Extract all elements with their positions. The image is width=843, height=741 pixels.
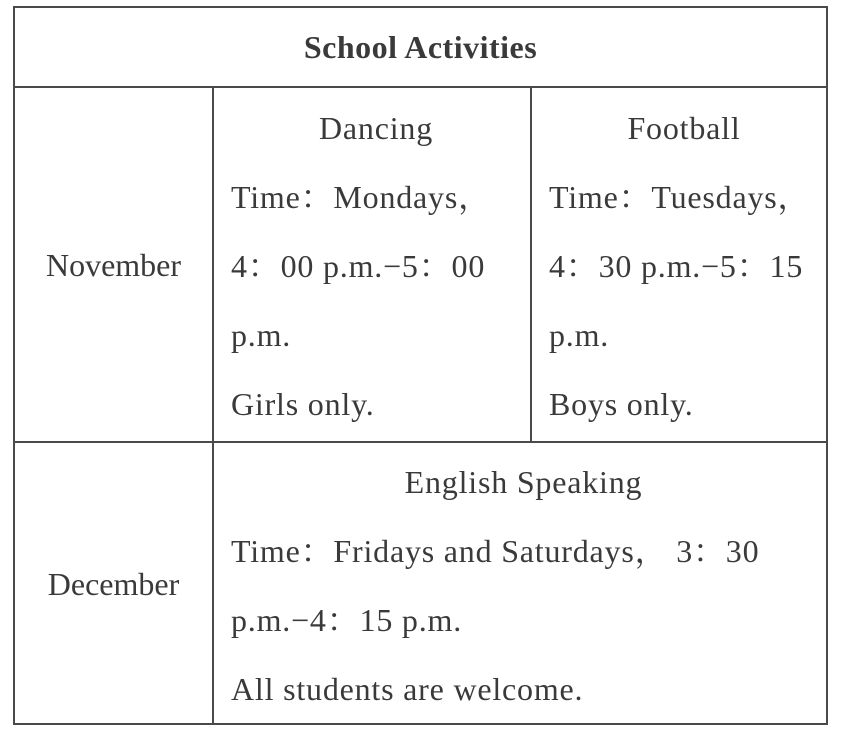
activity-eligibility: Girls only. [231,386,375,422]
activity-hours: 4：30 p.m.−5：15 [549,248,804,284]
activity-time: Time：Fridays and Saturdays， 3：30 [231,533,760,569]
activity-time: Time：Mondays， [231,179,491,215]
activity-time: Time：Tuesdays， [549,179,811,215]
table-title: School Activities [15,8,826,88]
activity-dancing [231,94,521,439]
activity-name: English Speaking [404,464,643,500]
activity-eligibility: Boys only. [549,386,694,422]
activity-eligibility: All students are welcome. [231,671,584,707]
activity-football [549,94,819,439]
activities-table [13,6,828,725]
activity-hours-end: p.m. [549,317,610,353]
month-november: November [45,247,182,283]
activity-name: Football [627,110,741,146]
column-divider [212,88,214,725]
activity-name: Dancing [318,110,433,146]
activity-hours: p.m.−4：15 p.m. [231,602,463,638]
activity-hours-end: p.m. [231,317,292,353]
activity-english-speaking [231,448,816,724]
activity-hours: 4：00 p.m.−5：00 [231,248,486,284]
month-december: December [47,565,180,602]
activity-divider [530,88,532,443]
